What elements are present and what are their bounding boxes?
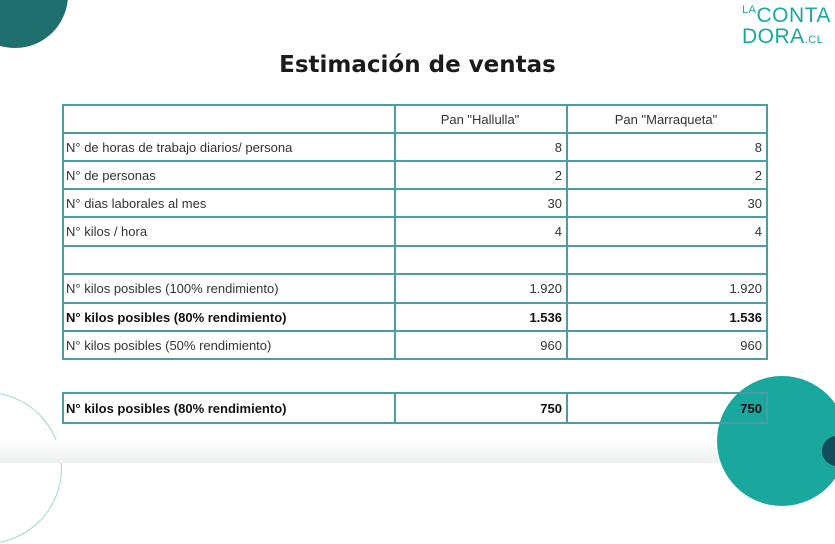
row-value-hallulla: 30	[395, 189, 567, 217]
row-value-hallulla: 1.536	[395, 303, 567, 331]
table-header-row	[63, 105, 767, 133]
row-value-marraqueta: 30	[567, 189, 767, 217]
row-value-hallulla: 8	[395, 133, 567, 161]
row-label: N° kilos posibles (50% rendimiento)	[63, 331, 395, 359]
table-row	[63, 274, 767, 303]
summary-value-marraqueta: 750	[567, 393, 767, 423]
la-contadora-logo	[742, 5, 831, 47]
summary-value-hallulla: 750	[395, 393, 567, 423]
row-value-marraqueta: 1.920	[567, 274, 767, 303]
table-row	[63, 161, 767, 189]
row-value-hallulla: 4	[395, 217, 567, 246]
row-value-hallulla	[395, 246, 567, 274]
row-label	[63, 246, 395, 274]
row-label: N° de personas	[63, 161, 395, 189]
logo-conta-text: CONTA	[756, 4, 831, 27]
row-label: N° de horas de trabajo diarios/ persona	[63, 133, 395, 161]
header-marraqueta: Pan "Marraqueta"	[567, 105, 767, 133]
logo-dora-text: DORA	[742, 25, 805, 48]
page-title: Estimación de ventas	[279, 52, 556, 78]
row-label: N° kilos posibles (80% rendimiento)	[63, 303, 395, 331]
decorative-circle-top-left	[0, 0, 68, 48]
row-label: N° kilos / hora	[63, 217, 395, 246]
header-hallulla: Pan "Hallulla"	[395, 105, 567, 133]
sales-estimate-table	[62, 104, 768, 360]
header-cell-empty	[63, 105, 395, 133]
bottom-shadow-strip	[0, 440, 835, 463]
row-value-marraqueta: 4	[567, 217, 767, 246]
table-row-highlight	[63, 303, 767, 331]
logo-cl-text: .CL	[804, 34, 824, 46]
logo-la-text: LA	[742, 4, 757, 16]
row-label: N° dias laborales al mes	[63, 189, 395, 217]
row-label: N° kilos posibles (100% rendimiento)	[63, 274, 395, 303]
table-row	[63, 331, 767, 359]
row-value-marraqueta: 2	[567, 161, 767, 189]
decorative-arc-bottom-left	[0, 392, 62, 544]
row-value-hallulla: 960	[395, 331, 567, 359]
summary-label: N° kilos posibles (80% rendimiento)	[63, 393, 395, 423]
summary-row	[63, 393, 767, 423]
row-value-hallulla: 2	[395, 161, 567, 189]
summary-table	[62, 392, 768, 424]
table-row-spacer	[63, 246, 767, 274]
row-value-marraqueta: 960	[567, 331, 767, 359]
row-value-marraqueta: 1.536	[567, 303, 767, 331]
row-value-hallulla: 1.920	[395, 274, 567, 303]
row-value-marraqueta: 8	[567, 133, 767, 161]
table-row	[63, 133, 767, 161]
row-value-marraqueta	[567, 246, 767, 274]
table-row	[63, 189, 767, 217]
table-row	[63, 217, 767, 246]
